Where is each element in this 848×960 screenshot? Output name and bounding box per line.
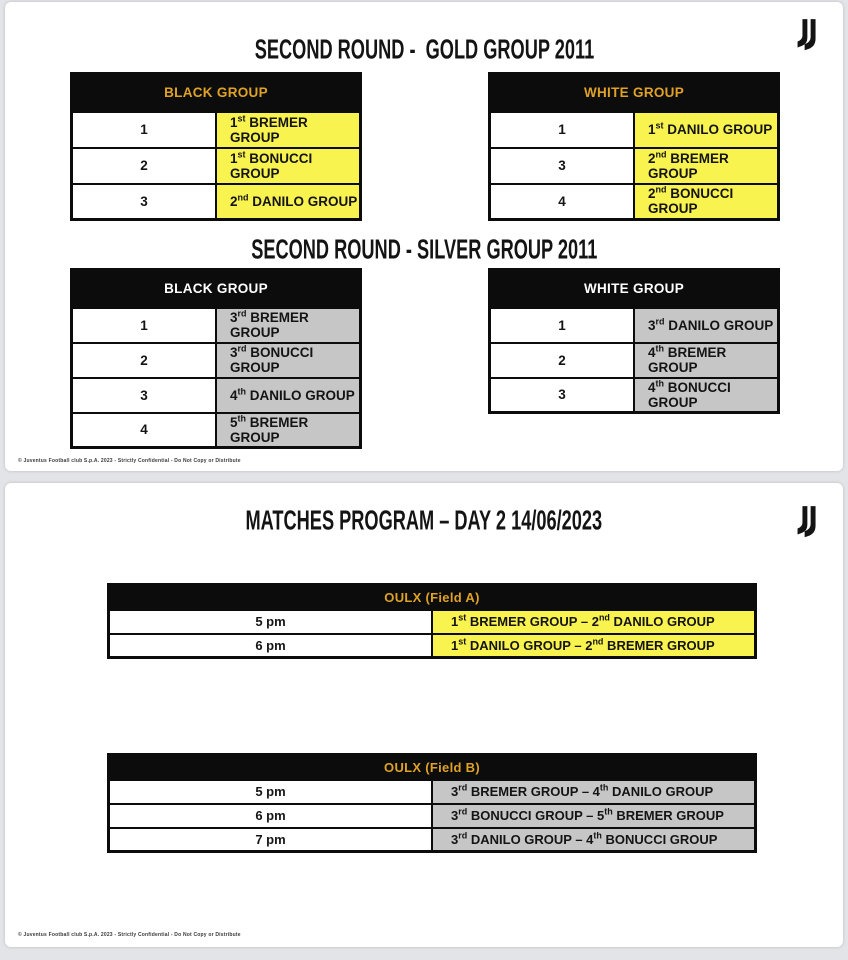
juventus-logo-icon (797, 506, 821, 538)
table-row (490, 378, 779, 413)
time-cell: 5 pm (109, 610, 433, 634)
rank-cell: 4 (490, 184, 635, 220)
team-cell: 2nd BONUCCI GROUP (634, 184, 779, 220)
gold-black-group-table (70, 72, 362, 221)
table-row (72, 112, 361, 148)
time-cell: 6 pm (109, 634, 433, 658)
match-cell: 1st DANILO GROUP – 2nd BREMER GROUP (432, 634, 756, 658)
rank-cell: 3 (490, 378, 635, 413)
gold-group-title-text: SECOND ROUND - GOLD GROUP 2011 (254, 32, 594, 66)
confidentiality-footer: © Juventus Football club S.p.A. 2023 - Strictly Confidential - Do Not Copy or Distribute (18, 458, 241, 464)
team-cell: 4th DANILO GROUP (216, 378, 361, 413)
table-header-row (72, 74, 361, 112)
gold-group-title (5, 34, 843, 65)
juventus-logo-icon (797, 19, 821, 51)
table-header-white-group: WHITE GROUP (490, 74, 779, 112)
table-row (72, 343, 361, 378)
table-header-row (109, 585, 756, 610)
team-cell: 4th BREMER GROUP (634, 343, 779, 378)
team-cell: 2nd BREMER GROUP (634, 148, 779, 184)
team-cell: 2nd DANILO GROUP (216, 184, 361, 220)
time-cell: 5 pm (109, 780, 433, 804)
rank-cell: 1 (490, 308, 635, 343)
silver-black-group-table (70, 268, 362, 449)
team-cell: 4th BONUCCI GROUP (634, 378, 779, 413)
rank-cell: 2 (72, 343, 217, 378)
slide-matches-program (5, 483, 843, 947)
gold-white-group-table (488, 72, 780, 221)
team-cell: 1st DANILO GROUP (634, 112, 779, 148)
silver-group-title-text: SECOND ROUND - SILVER GROUP 2011 (250, 232, 598, 266)
table-row (490, 308, 779, 343)
table-row (109, 634, 756, 658)
table-header-row (490, 270, 779, 308)
table-header-field-a: OULX (Field A) (109, 585, 756, 610)
match-cell: 1st BREMER GROUP – 2nd DANILO GROUP (432, 610, 756, 634)
rank-cell: 3 (490, 148, 635, 184)
team-cell: 3rd DANILO GROUP (634, 308, 779, 343)
field-b-schedule-table (107, 753, 757, 853)
table-row (490, 184, 779, 220)
table-row (109, 804, 756, 828)
table-row (109, 610, 756, 634)
table-row (72, 413, 361, 448)
table-header-black-group: BLACK GROUP (72, 74, 361, 112)
table-header-black-group: BLACK GROUP (72, 270, 361, 308)
match-cell: 3rd BONUCCI GROUP – 5th BREMER GROUP (432, 804, 756, 828)
table-row (72, 308, 361, 343)
silver-white-group-table (488, 268, 780, 414)
match-cell: 3rd BREMER GROUP – 4th DANILO GROUP (432, 780, 756, 804)
rank-cell: 3 (72, 184, 217, 220)
table-row (490, 112, 779, 148)
table-row (109, 780, 756, 804)
team-cell: 1st BREMER GROUP (216, 112, 361, 148)
table-header-row (490, 74, 779, 112)
rank-cell: 2 (72, 148, 217, 184)
time-cell: 6 pm (109, 804, 433, 828)
field-a-schedule-table (107, 583, 757, 659)
match-cell: 3rd DANILO GROUP – 4th BONUCCI GROUP (432, 828, 756, 852)
rank-cell: 2 (490, 343, 635, 378)
table-header-field-b: OULX (Field B) (109, 755, 756, 780)
rank-cell: 3 (72, 378, 217, 413)
team-cell: 3rd BONUCCI GROUP (216, 343, 361, 378)
team-cell: 3rd BREMER GROUP (216, 308, 361, 343)
matches-program-title-text: MATCHES PROGRAM – DAY 2 14/06/2023 (245, 503, 603, 537)
confidentiality-footer: © Juventus Football club S.p.A. 2023 - Strictly Confidential - Do Not Copy or Distribute (18, 932, 241, 938)
table-row (109, 828, 756, 852)
team-cell: 5th BREMER GROUP (216, 413, 361, 448)
table-header-row (109, 755, 756, 780)
matches-program-title (5, 505, 843, 536)
table-row (72, 378, 361, 413)
table-row (72, 148, 361, 184)
rank-cell: 4 (72, 413, 217, 448)
table-row (72, 184, 361, 220)
rank-cell: 1 (490, 112, 635, 148)
team-cell: 1st BONUCCI GROUP (216, 148, 361, 184)
table-header-white-group: WHITE GROUP (490, 270, 779, 308)
rank-cell: 1 (72, 308, 217, 343)
rank-cell: 1 (72, 112, 217, 148)
slide-gold-silver-groups (5, 2, 843, 471)
table-header-row (72, 270, 361, 308)
time-cell: 7 pm (109, 828, 433, 852)
table-row (490, 148, 779, 184)
table-row (490, 343, 779, 378)
silver-group-title (5, 234, 843, 265)
